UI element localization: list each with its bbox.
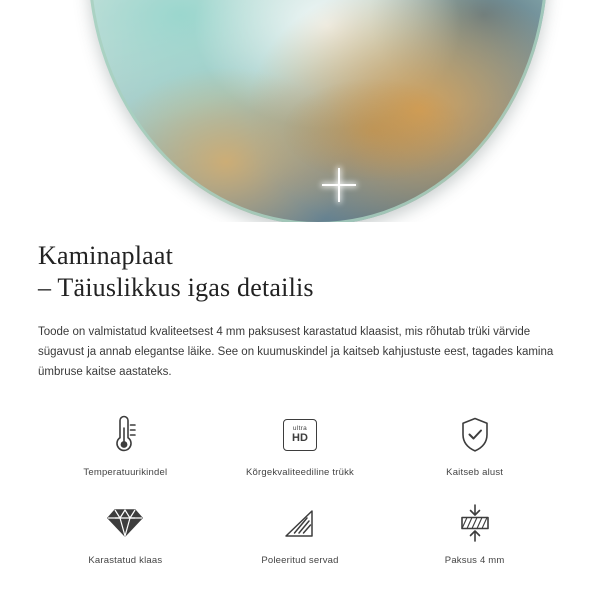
feature-item-print-quality — [213, 412, 388, 478]
page-title — [38, 240, 562, 304]
feature-label: Kõrgekvaliteediline trükk — [246, 467, 354, 478]
thermometer-icon — [108, 412, 142, 458]
diamond-icon — [106, 500, 144, 546]
title-line-1: Kaminaplaat — [38, 241, 174, 270]
ultra-hd-top-text: ultra — [292, 424, 308, 432]
polished-edges-icon — [282, 500, 318, 546]
feature-item-protection — [387, 412, 562, 478]
title-line-2: – Täiuslikkus igas detailis — [38, 273, 314, 302]
ultra-hd-bottom-text: HD — [292, 432, 308, 445]
thickness-arrows-icon — [457, 500, 493, 546]
feature-item-thickness — [387, 500, 562, 566]
product-description: Toode on valmistatud kvaliteetsest 4 mm paksusest karastatud klaasist, mis rõhutab trüki värvide sügavust ja annab elegantse läike. See on kuumuskindel ja kaitseb kahjustuste eest, tagades kamina ümbruse kaitse aastateks. — [38, 326, 554, 378]
shield-check-icon — [458, 412, 492, 458]
feature-grid — [38, 412, 562, 566]
glass-plate-image — [88, 0, 548, 222]
content-area — [0, 240, 600, 566]
feature-label: Kaitseb alust — [446, 467, 504, 478]
feature-item-tempered-glass — [38, 500, 213, 566]
feature-item-temperature — [38, 412, 213, 478]
feature-item-polished-edges — [213, 500, 388, 566]
feature-label: Paksus 4 mm — [444, 555, 505, 566]
feature-label: Temperatuurikindel — [83, 467, 168, 478]
ultra-hd-icon — [283, 412, 317, 458]
feature-label: Karastatud klaas — [88, 555, 163, 566]
feature-label: Poleeritud servad — [261, 555, 339, 566]
hero-image — [0, 0, 600, 222]
